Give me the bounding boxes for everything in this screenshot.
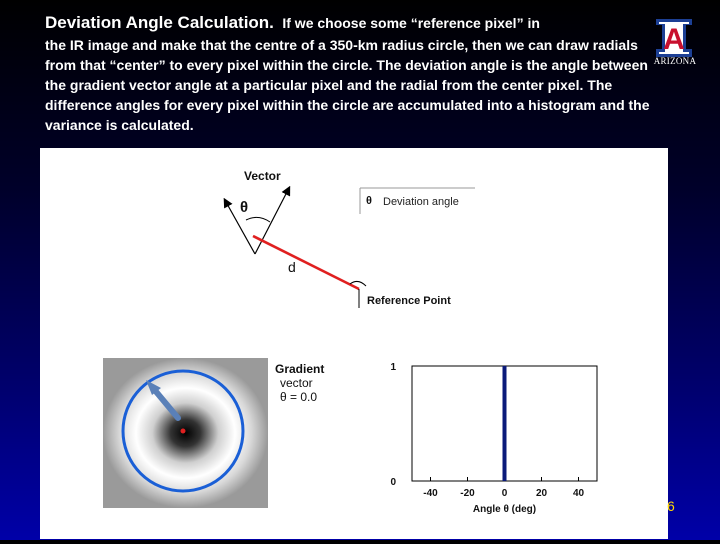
radial-line xyxy=(253,236,359,289)
vector-label: Vector xyxy=(244,169,281,183)
d-label: d xyxy=(288,259,296,275)
angle-arc xyxy=(246,217,270,222)
title-lead: Deviation Angle Calculation. xyxy=(45,13,274,32)
x-tick-label: -20 xyxy=(460,488,475,499)
reference-label: Reference Point xyxy=(367,295,451,307)
arizona-logo xyxy=(652,15,696,75)
x-tick-label: -40 xyxy=(423,488,438,499)
x-axis-label: Angle θ (deg) xyxy=(472,504,537,515)
figure-panel xyxy=(40,148,668,539)
figure-svg xyxy=(40,148,668,539)
gradient-label-3: θ = 0.0 xyxy=(280,390,318,404)
gradient-label-2: vector xyxy=(280,376,313,390)
slide-header xyxy=(45,12,650,135)
slide-title xyxy=(45,12,650,35)
legend-theta: θ xyxy=(366,195,372,207)
x-tick-label: 0 xyxy=(501,488,508,499)
slide-body-text: the IR image and make that the centre of a 350-km radius circle, then we can draw radials from that “center” to every pixel within the circle. The deviation angle is the angle between the gradient vector angle at a particular pixel and the radial from the center pixel. The difference angles for every pixel within the circle are accumulated into a histogram and the variance is calculated. xyxy=(45,37,650,133)
y-tick-label: 1 xyxy=(390,362,396,373)
histogram-chart xyxy=(390,362,597,515)
logo-caption: ARIZONA xyxy=(653,56,697,66)
x-tick-label: 20 xyxy=(535,488,548,499)
legend-label: Deviation angle xyxy=(383,196,459,208)
gradient-label-1: Gradient xyxy=(275,362,325,376)
x-tick-label: 40 xyxy=(572,488,585,499)
page-number: 6 xyxy=(667,498,675,514)
y-tick-label: 0 xyxy=(390,477,396,488)
center-pixel xyxy=(181,429,186,434)
title-rest: If we choose some “reference pixel” in xyxy=(282,15,540,31)
logo-letter: A xyxy=(663,23,685,56)
histogram-bar xyxy=(503,366,507,481)
theta-symbol: θ xyxy=(240,199,249,216)
